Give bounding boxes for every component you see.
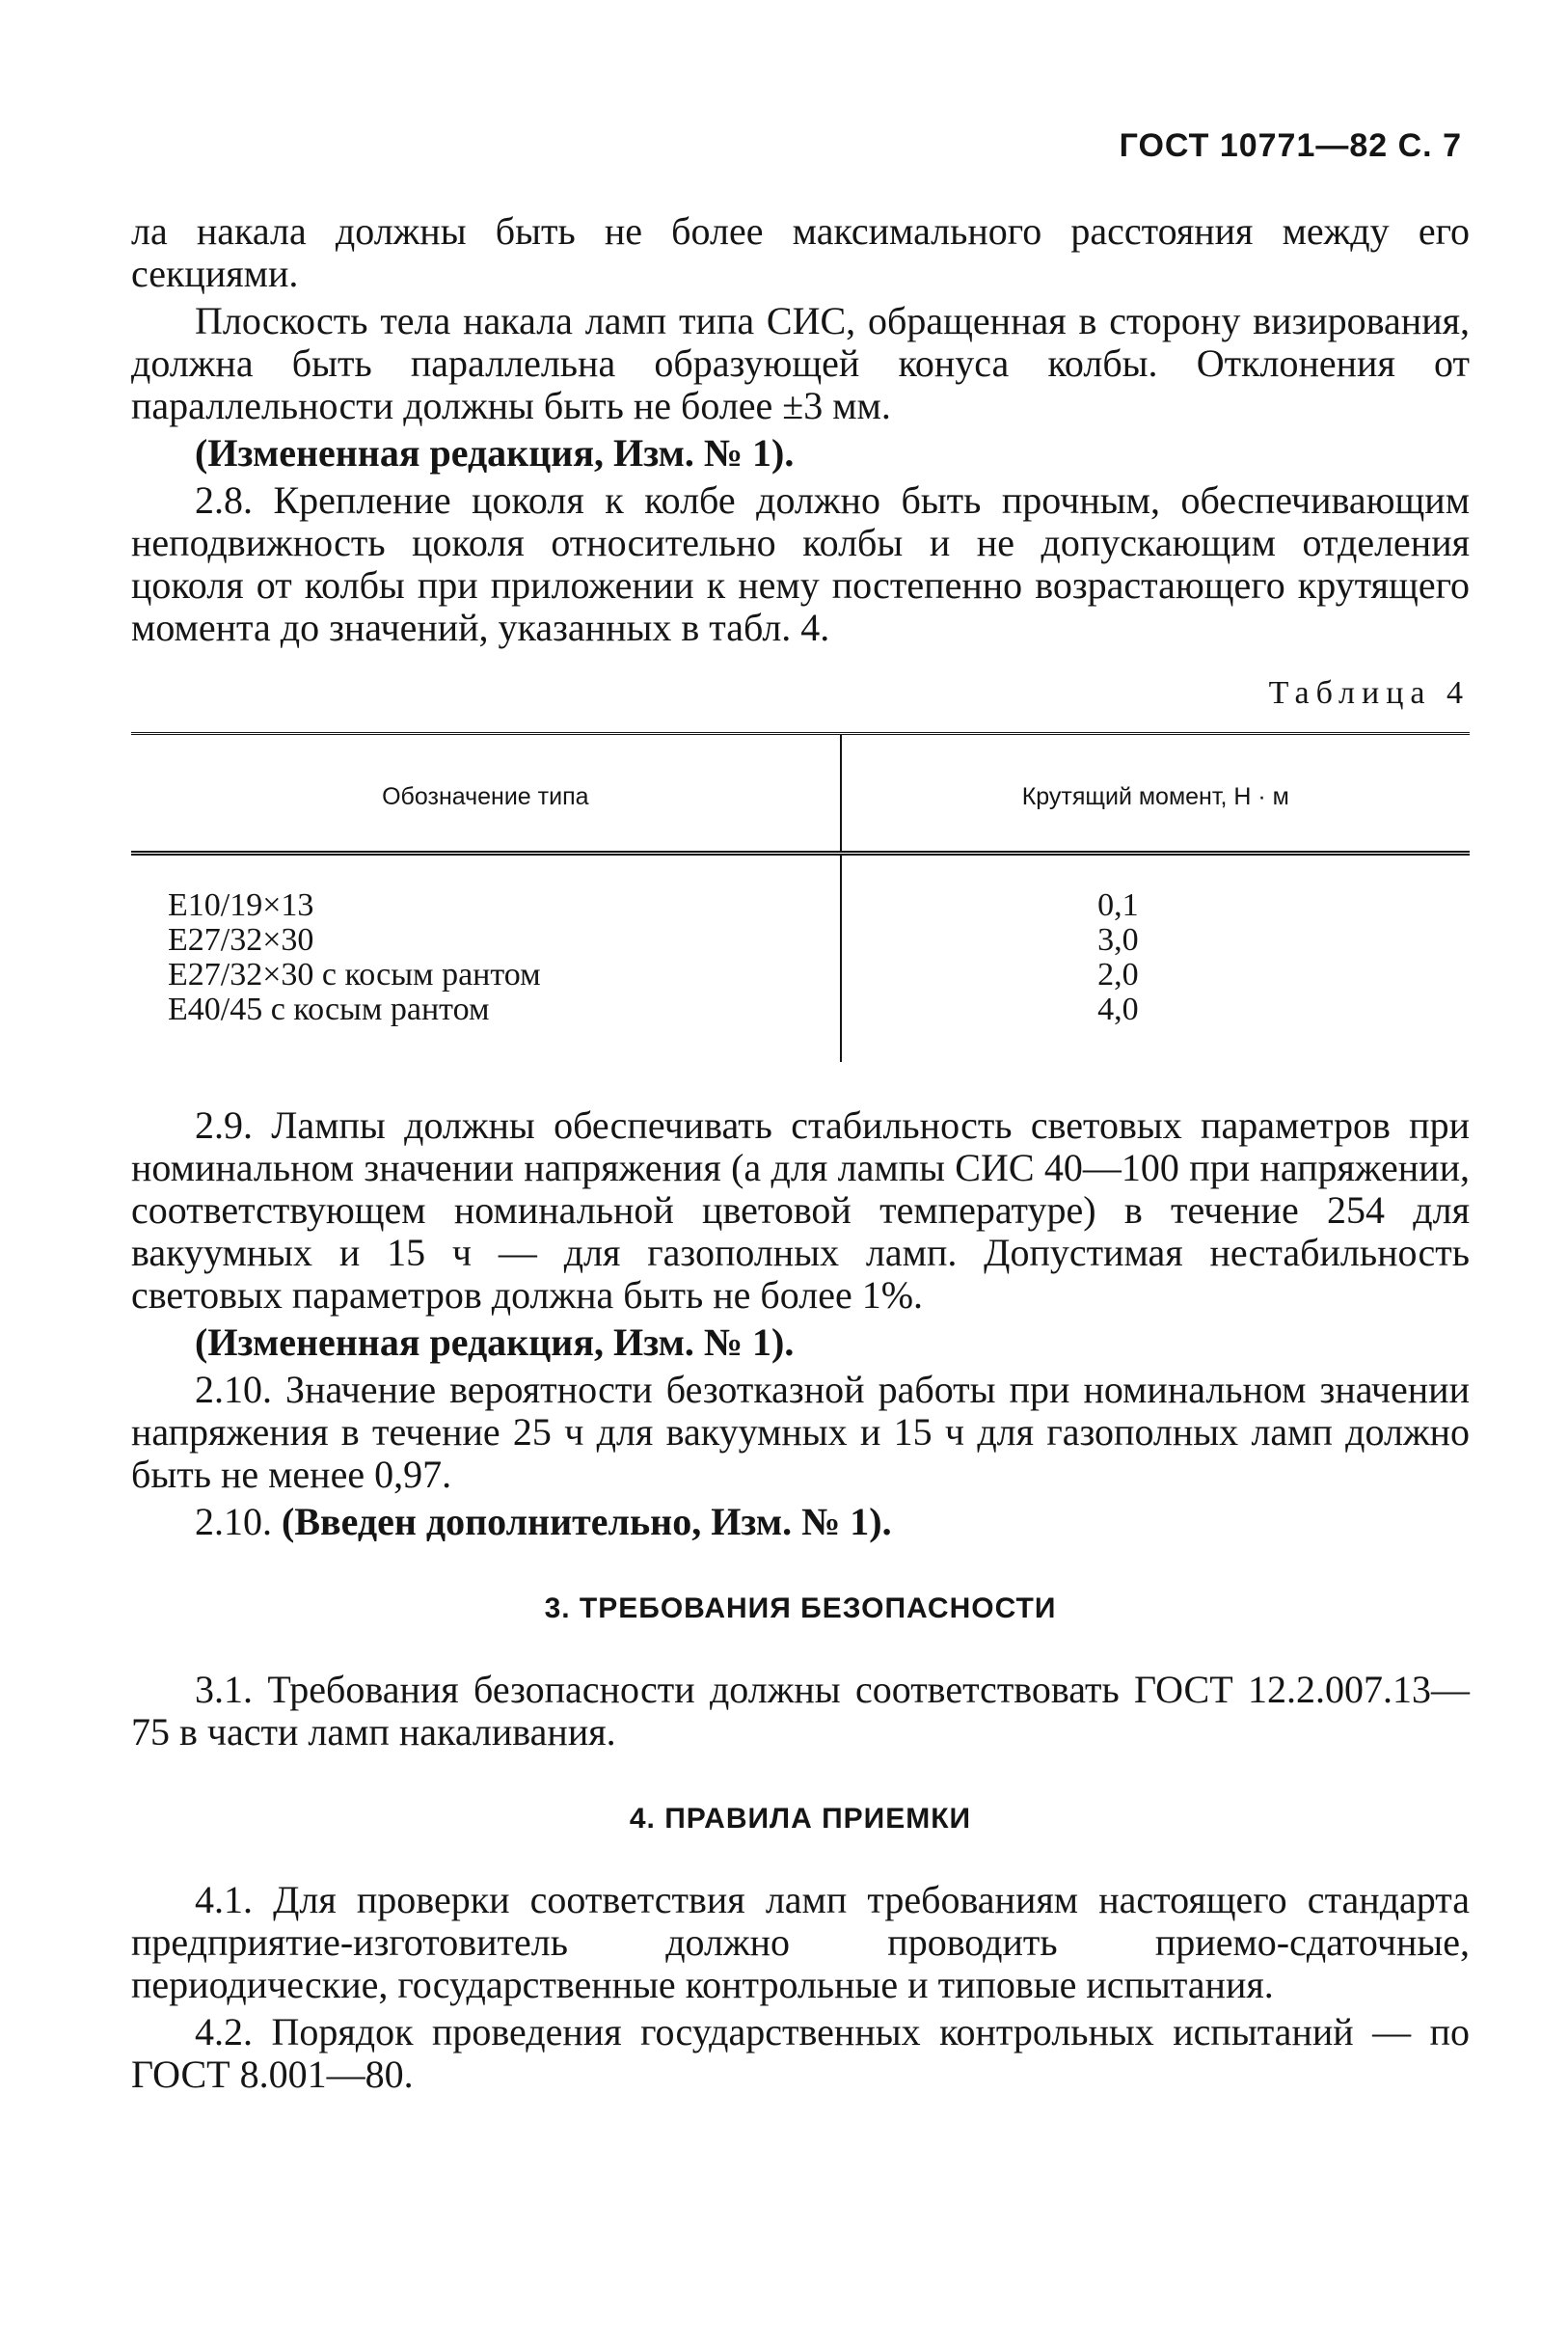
clause-2-8: 2.8. Крепление цоколя к колбе должно быть прочным, обеспечивающим неподвижность цоколя относительно колбы и не допускающим отделения цоколя от колбы при приложении к нему постепенно возрастающего крутящего момента до значений, указанных в табл. 4. xyxy=(131,478,1470,649)
table-row xyxy=(131,993,1470,1062)
page-body xyxy=(131,210,1470,2101)
column-header-type: Обозначение типа xyxy=(131,734,841,854)
amendment-note: (Измененная редакция, Изм. № 1). xyxy=(195,431,795,475)
amendment-note-added xyxy=(131,1501,1470,1543)
amendment-note: (Измененная редакция, Изм. № 1). xyxy=(195,1320,795,1364)
running-header: ГОСТ 10771—82 С. 7 xyxy=(1119,127,1462,164)
cell-torque: 2,0 xyxy=(1097,957,1139,993)
table-row xyxy=(131,854,1470,924)
clause-4-2: 4.2. Порядок проведения государственных контрольных испытаний — по ГОСТ 8.001—80. xyxy=(131,2010,1470,2096)
paragraph-continuation: ла накала должны быть не более максимального расстояния между его секциями. xyxy=(131,209,1470,295)
table-caption: Таблица 4 xyxy=(1268,675,1470,711)
cell-type: E40/45 с косым рантом xyxy=(131,993,841,1062)
cell-torque: 0,1 xyxy=(1097,887,1139,923)
cell-torque: 4,0 xyxy=(1097,992,1139,1027)
torque-table xyxy=(131,732,1470,1062)
clause-3-1: 3.1. Требования безопасности должны соответствовать ГОСТ 12.2.007.13—75 в части ламп накаливания. xyxy=(131,1668,1470,1754)
paragraph-filament-plane: Плоскость тела накала ламп типа СИС, обращенная в сторону визирования, должна быть параллельна образующей конуса колбы. Отклонения от параллельности должны быть не более ±3 мм. xyxy=(131,299,1470,427)
cell-type: E27/32×30 с косым рантом xyxy=(131,958,841,993)
cell-torque: 3,0 xyxy=(1097,922,1139,958)
cell-type: E27/32×30 xyxy=(131,923,841,958)
table-row xyxy=(131,923,1470,958)
table-row xyxy=(131,958,1470,993)
cell-type: E10/19×13 xyxy=(131,854,841,924)
column-header-torque: Крутящий момент, Н · м xyxy=(841,734,1470,854)
clause-number: 2.10. xyxy=(195,1500,272,1543)
clause-2-9: 2.9. Лампы должны обеспечивать стабильность световых параметров при номинальном значении напряжения (а для лампы СИС 40—100 при напряжении, соответствующем номинальной цветовой температуре) в течение 254 для вакуумных и 15 ч — для газополных ламп. Допустимая нестабильность световых параметров должна быть не более 1%. xyxy=(131,1103,1470,1317)
section-title-acceptance: 4. ПРАВИЛА ПРИЕМКИ xyxy=(629,1803,972,1835)
table-header-row xyxy=(131,734,1470,854)
section-title-safety: 3. ТРЕБОВАНИЯ БЕЗОПАСНОСТИ xyxy=(544,1592,1057,1624)
amendment-text: (Введен дополнительно, Изм. № 1). xyxy=(282,1500,892,1543)
clause-4-1: 4.1. Для проверки соответствия ламп требованиям настоящего стандарта предприятие-изготовитель должно проводить приемо-сдаточные, периодические, государственные контрольные и типовые испытания. xyxy=(131,1878,1470,2006)
clause-2-10: 2.10. Значение вероятности безотказной работы при номинальном значении напряжения в течение 25 ч для вакуумных и 15 ч для газополных ламп должно быть не менее 0,97. xyxy=(131,1368,1470,1496)
